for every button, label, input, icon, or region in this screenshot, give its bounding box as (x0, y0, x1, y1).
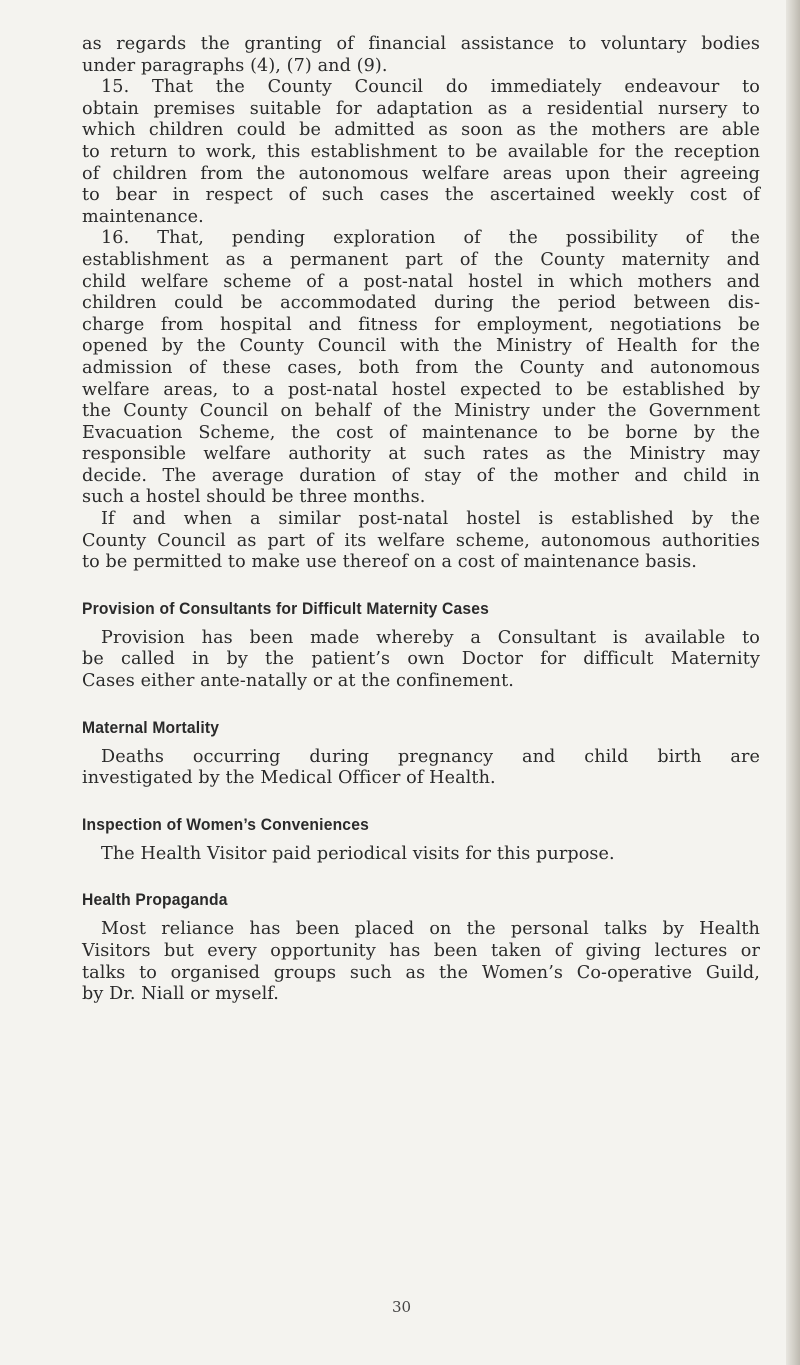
paragraph-line: County Council as part of its welfare scheme, autonomous authorities (82, 530, 760, 551)
paragraph-line: such a hostel should be three months. (82, 487, 426, 508)
paragraph-line: to bear in respect of such cases the ascertained weekly cost of (82, 185, 760, 206)
paragraph-line: The Health Visitor paid periodical visits for this purpose. (101, 843, 615, 864)
page-number: 30 (392, 1298, 412, 1316)
paragraph-line: charge from hospital and fitness for employment, negotiations be (82, 314, 760, 335)
paragraph-line: under paragraphs (4), (7) and (9). (82, 55, 388, 76)
paragraph-line: by Dr. Niall or myself. (82, 984, 279, 1005)
paragraph-line: Visitors but every opportunity has been taken of giving lectures or (82, 941, 760, 961)
paragraph-line: obtain premises suitable for adaptation as a residential nursery to (82, 98, 760, 119)
paragraph-line: establishment as a permanent part of the County maternity and (82, 249, 760, 270)
section-heading: Health Propaganda (82, 890, 228, 910)
paragraph-line: welfare areas, to a post-natal hostel expected to be established by (82, 379, 760, 400)
paragraph-line: Cases either ante-natally or at the confinement. (82, 671, 514, 692)
paragraph-line: Provision has been made whereby a Consultant is available to (101, 627, 760, 648)
paragraph-line: 16. That, pending exploration of the possibility of the (101, 228, 760, 249)
paragraph-line: the County Council on behalf of the Ministry under the Government (82, 401, 760, 422)
paragraph-line: child welfare scheme of a post-natal hostel in which mothers and (82, 271, 760, 292)
scan-edge-shadow (786, 0, 800, 1365)
paragraph-line: opened by the County Council with the Ministry of Health for the (82, 336, 760, 357)
paragraph-line: children could be accommodated during the period between dis- (82, 293, 760, 314)
paragraph-line: as regards the granting of financial assistance to voluntary bodies (82, 34, 760, 54)
paragraph-line: If and when a similar post-natal hostel is established by the (101, 509, 760, 530)
paragraph-line: talks to organised groups such as the Women’s Co-operative Guild, (82, 962, 760, 983)
paragraph-line: to return to work, this establishment to be available for the reception (82, 141, 760, 162)
paragraph-line: maintenance. (82, 206, 204, 227)
paragraph-line: of children from the autonomous welfare areas upon their agreeing (82, 163, 760, 184)
section-heading: Maternal Mortality (82, 717, 220, 737)
paragraph-line: decide. The average duration of stay of the mother and child in (82, 465, 760, 486)
paragraph-line: which children could be admitted as soon as the mothers are able (82, 120, 760, 141)
paragraph-line: investigated by the Medical Officer of Health. (82, 768, 496, 789)
paragraph-line: 15. That the County Council do immediately endeavour to (101, 77, 760, 98)
paragraph-line: admission of these cases, both from the County and autonomous (82, 357, 760, 378)
paragraph-line: responsible welfare authority at such rates as the Ministry may (82, 444, 760, 465)
document-page (82, 34, 760, 1006)
paragraph-line: be called in by the patient’s own Doctor for difficult Maternity (82, 649, 760, 670)
paragraph-line: Most reliance has been placed on the personal talks by Health (101, 919, 760, 940)
section-heading: Inspection of Women’s Conveniences (82, 814, 369, 834)
paragraph-line: to be permitted to make use thereof on a cost of maintenance basis. (82, 552, 697, 573)
paragraph-line: Deaths occurring during pregnancy and child birth are (101, 746, 760, 767)
section-heading: Provision of Consultants for Difficult Maternity Cases (82, 598, 490, 618)
paragraph-line: Evacuation Scheme, the cost of maintenance to be borne by the (82, 422, 760, 443)
